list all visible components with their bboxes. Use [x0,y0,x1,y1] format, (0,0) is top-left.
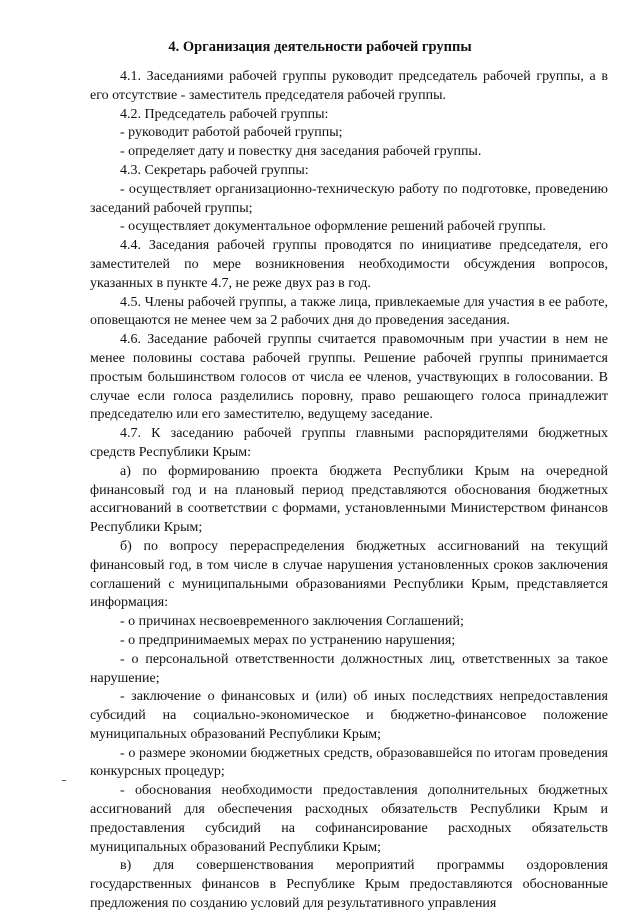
paragraph: - заключение о финансовых и (или) об иных последствиях непредоставления субсидий на социально-экономическое и бюджетно-финансовое положение муниципальных образований Республики Крым; [90,689,608,742]
paragraph: - о персональной ответственности должностных лиц, ответственных за такое нарушение; [90,651,608,686]
paragraph: 4.7. К заседанию рабочей группы главными распорядителями бюджетных средств Республики Крым: [90,426,608,460]
document-body [90,68,608,914]
paragraph: 4.4. Заседания рабочей группы проводятся по инициативе председателя, его заместителей по мере возникновения необходимости обсуждения вопросов, указанных в пункте 4.7, не реже двух раз в год. [90,238,608,291]
paragraph: 4.2. Председатель рабочей группы: [120,106,329,122]
paragraph: - о причинах несвоевременного заключения Соглашений; [120,614,464,630]
scan-mark [62,780,66,781]
paragraph: - обоснования необходимости предоставления дополнительных бюджетных ассигнований для обеспечения расходных обязательств Республики Крым и предоставления субсидий на софинансирование расходных обязательств муниципальных образований Республики Крым; [90,783,608,855]
paragraph: 4.5. Члены рабочей группы, а также лица, привлекаемые для участия в ее работе, оповещаются не менее чем за 2 рабочих дня до проведения заседания. [90,294,608,329]
paragraph: - о размере экономии бюджетных средств, образовавшейся по итогам проведения конкурсных процедур; [90,745,608,780]
paragraph: 4.1. Заседаниями рабочей группы руководит председатель рабочей группы, а в его отсутствие - заместитель председателя рабочей группы. [90,69,608,103]
paragraph: - осуществляет организационно-техническую работу по подготовке, проведению заседаний рабочей группы; [90,181,608,216]
paragraph: - определяет дату и повестку дня заседания рабочей группы. [120,144,482,160]
paragraph: б) по вопросу перераспределения бюджетных ассигнований на текущий финансовый год, в том числе в случае нарушения установленных сроков заключения соглашений с муниципальными образованиями Республики Крым, представляется информация: [90,538,608,611]
paragraph: а) по формированию проекта бюджета Республики Крым на очередной финансовый год и на плановый период представляются обоснования бюджетных ассигнований в соответствии с формами, установленными Министерством финансов Республики Крым; [90,463,608,536]
paragraph: - о предпринимаемых мерах по устранению нарушения; [120,632,456,648]
paragraph: - осуществляет документальное оформление решений рабочей группы. [120,219,546,235]
paragraph: 4.6. Заседание рабочей группы считается правомочным при участии в нем не менее половины состава рабочей группы. Решение рабочей группы принимается простым большинством голосов от числа ее членов, участвующих в голосовании. В случае если голоса разделились поровну, право решающего голоса принадлежит председателю или его заместителю, ведущему заседание. [90,332,608,423]
paragraph: - руководит работой рабочей группы; [120,125,343,141]
paragraph: 4.3. Секретарь рабочей группы: [120,162,309,178]
section-title: 4. Организация деятельности рабочей группы [168,39,472,55]
paragraph: в) для совершенствования мероприятий программы оздоровления государственных финансов в Республике Крым предоставляются обоснованные предложения по созданию условий для результативного управления [90,858,608,912]
